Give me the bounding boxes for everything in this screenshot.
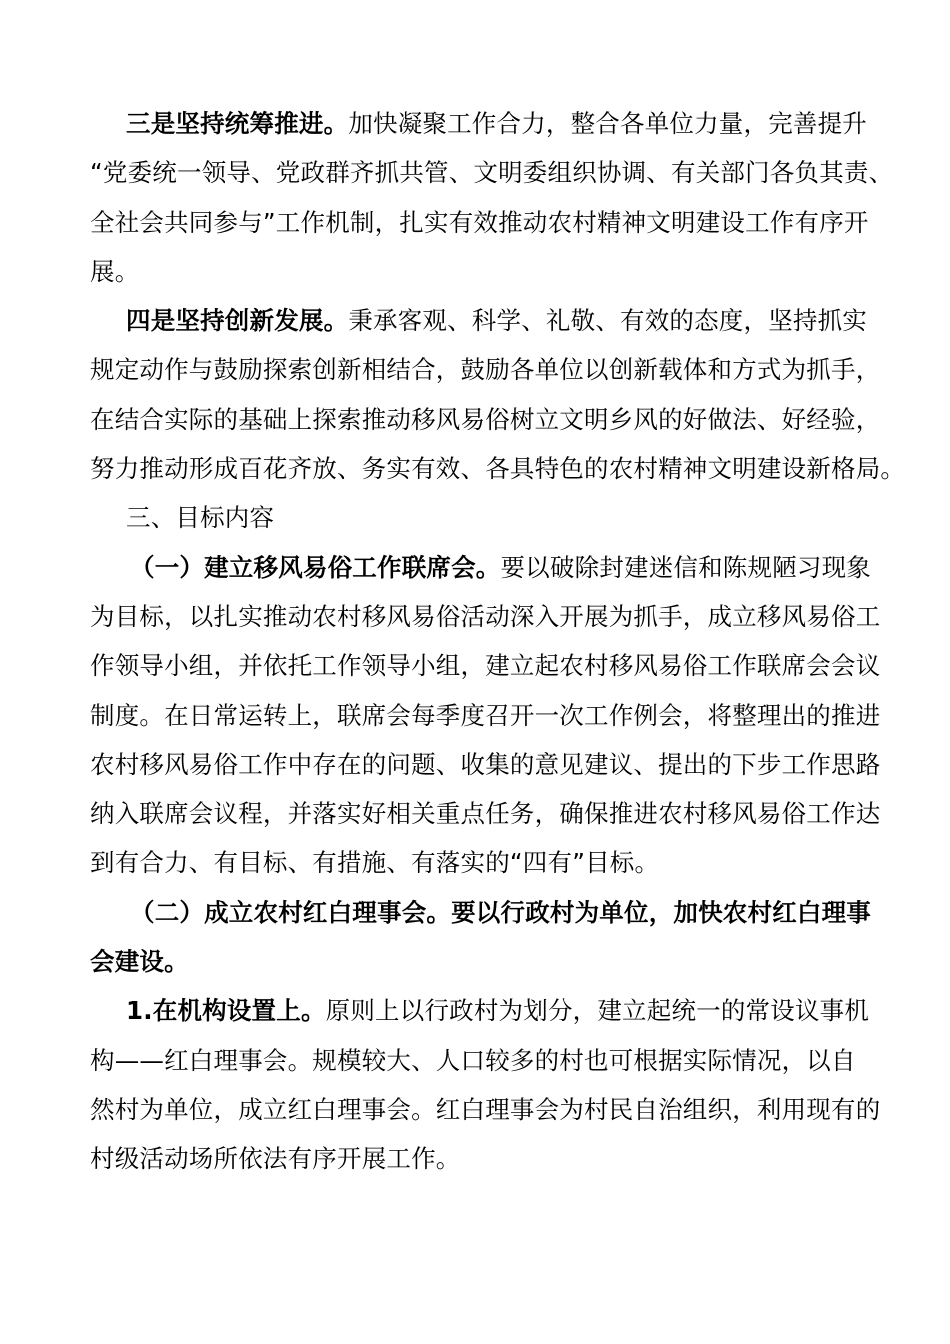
paragraph-1-line-4: 展。 [90,256,140,286]
paragraph-1-line-3: 全社会共同参与”工作机制，扎实有效推动农村精神文明建设工作有序开 [90,207,869,237]
paragraph-5-line-4: 村级活动场所依法有序开展工作。 [90,1144,461,1174]
paragraph-2-line-3: 在结合实际的基础上探索推动移风易俗树立文明乡风的好做法、好经验， [90,404,881,434]
paragraph-2-line-2: 规定动作与鼓励探索创新相结合，鼓励各单位以创新载体和方式为抓手， [90,355,881,385]
paragraph-3-heading: （一）建立移风易俗工作联席会。 [130,552,501,582]
paragraph-1-line-1 [90,99,868,148]
paragraph-3-line-5: 农村移风易俗工作中存在的问题、收集的意见建议、提出的下步工作思路 [90,749,881,779]
paragraph-4-line-1: （二）成立农村红白理事会。要以行政村为单位，加快农村红白理事 [130,897,871,927]
paragraph-3-line-6: 纳入联席会议程，并落实好相关重点任务，确保推进农村移风易俗工作达 [90,799,881,829]
paragraph-3-line-7: 到有合力、有目标、有措施、有落实的“四有”目标。 [90,848,660,878]
paragraph-1-text: 加快凝聚工作合力，整合各单位力量，完善提升 [348,109,868,138]
paragraph-4-line-2: 会建设。 [90,947,189,977]
section-heading: 三、目标内容 [126,503,275,533]
paragraph-2-heading: 四是坚持创新发展。 [126,306,349,336]
paragraph-3-line-2: 为目标，以扎实推动农村移风易俗活动深入开展为抓手，成立移风易俗工 [90,601,881,631]
paragraph-1-heading: 三是坚持统筹推进。 [126,109,349,138]
paragraph-2-line-4: 努力推动形成百花齐放、务实有效、各具特色的农村精神文明建设新格局。 [90,454,906,484]
paragraph-2-line-1 [90,296,868,345]
paragraph-5-heading: 1.在机构设置上。 [126,996,326,1026]
paragraph-5-line-1 [90,986,870,1035]
paragraph-3-line-3: 作领导小组，并依托工作领导小组，建立起农村移风易俗工作联席会会议 [90,651,881,681]
paragraph-3-line-4: 制度。在日常运转上，联席会每季度召开一次工作例会，将整理出的推进 [90,700,881,730]
document-body [90,99,906,1184]
paragraph-5-line-2: 构——红白理事会。规模较大、人口较多的村也可根据实际情况，以自 [90,1045,856,1075]
paragraph-3-text: 要以破除封建迷信和陈规陋习现象 [500,552,871,582]
paragraph-2-text: 秉承客观、科学、礼敬、有效的态度，坚持抓实 [348,306,868,336]
paragraph-5-line-3: 然村为单位，成立红白理事会。红白理事会为村民自治组织，利用现有的 [90,1094,881,1124]
paragraph-5-text: 原则上以行政村为划分，建立起统一的常设议事机 [325,996,870,1026]
paragraph-1-line-2: “党委统一领导、党政群齐抓共管、文明委组织协调、有关部门各负其责、 [90,158,894,188]
paragraph-3-line-1 [90,543,871,592]
